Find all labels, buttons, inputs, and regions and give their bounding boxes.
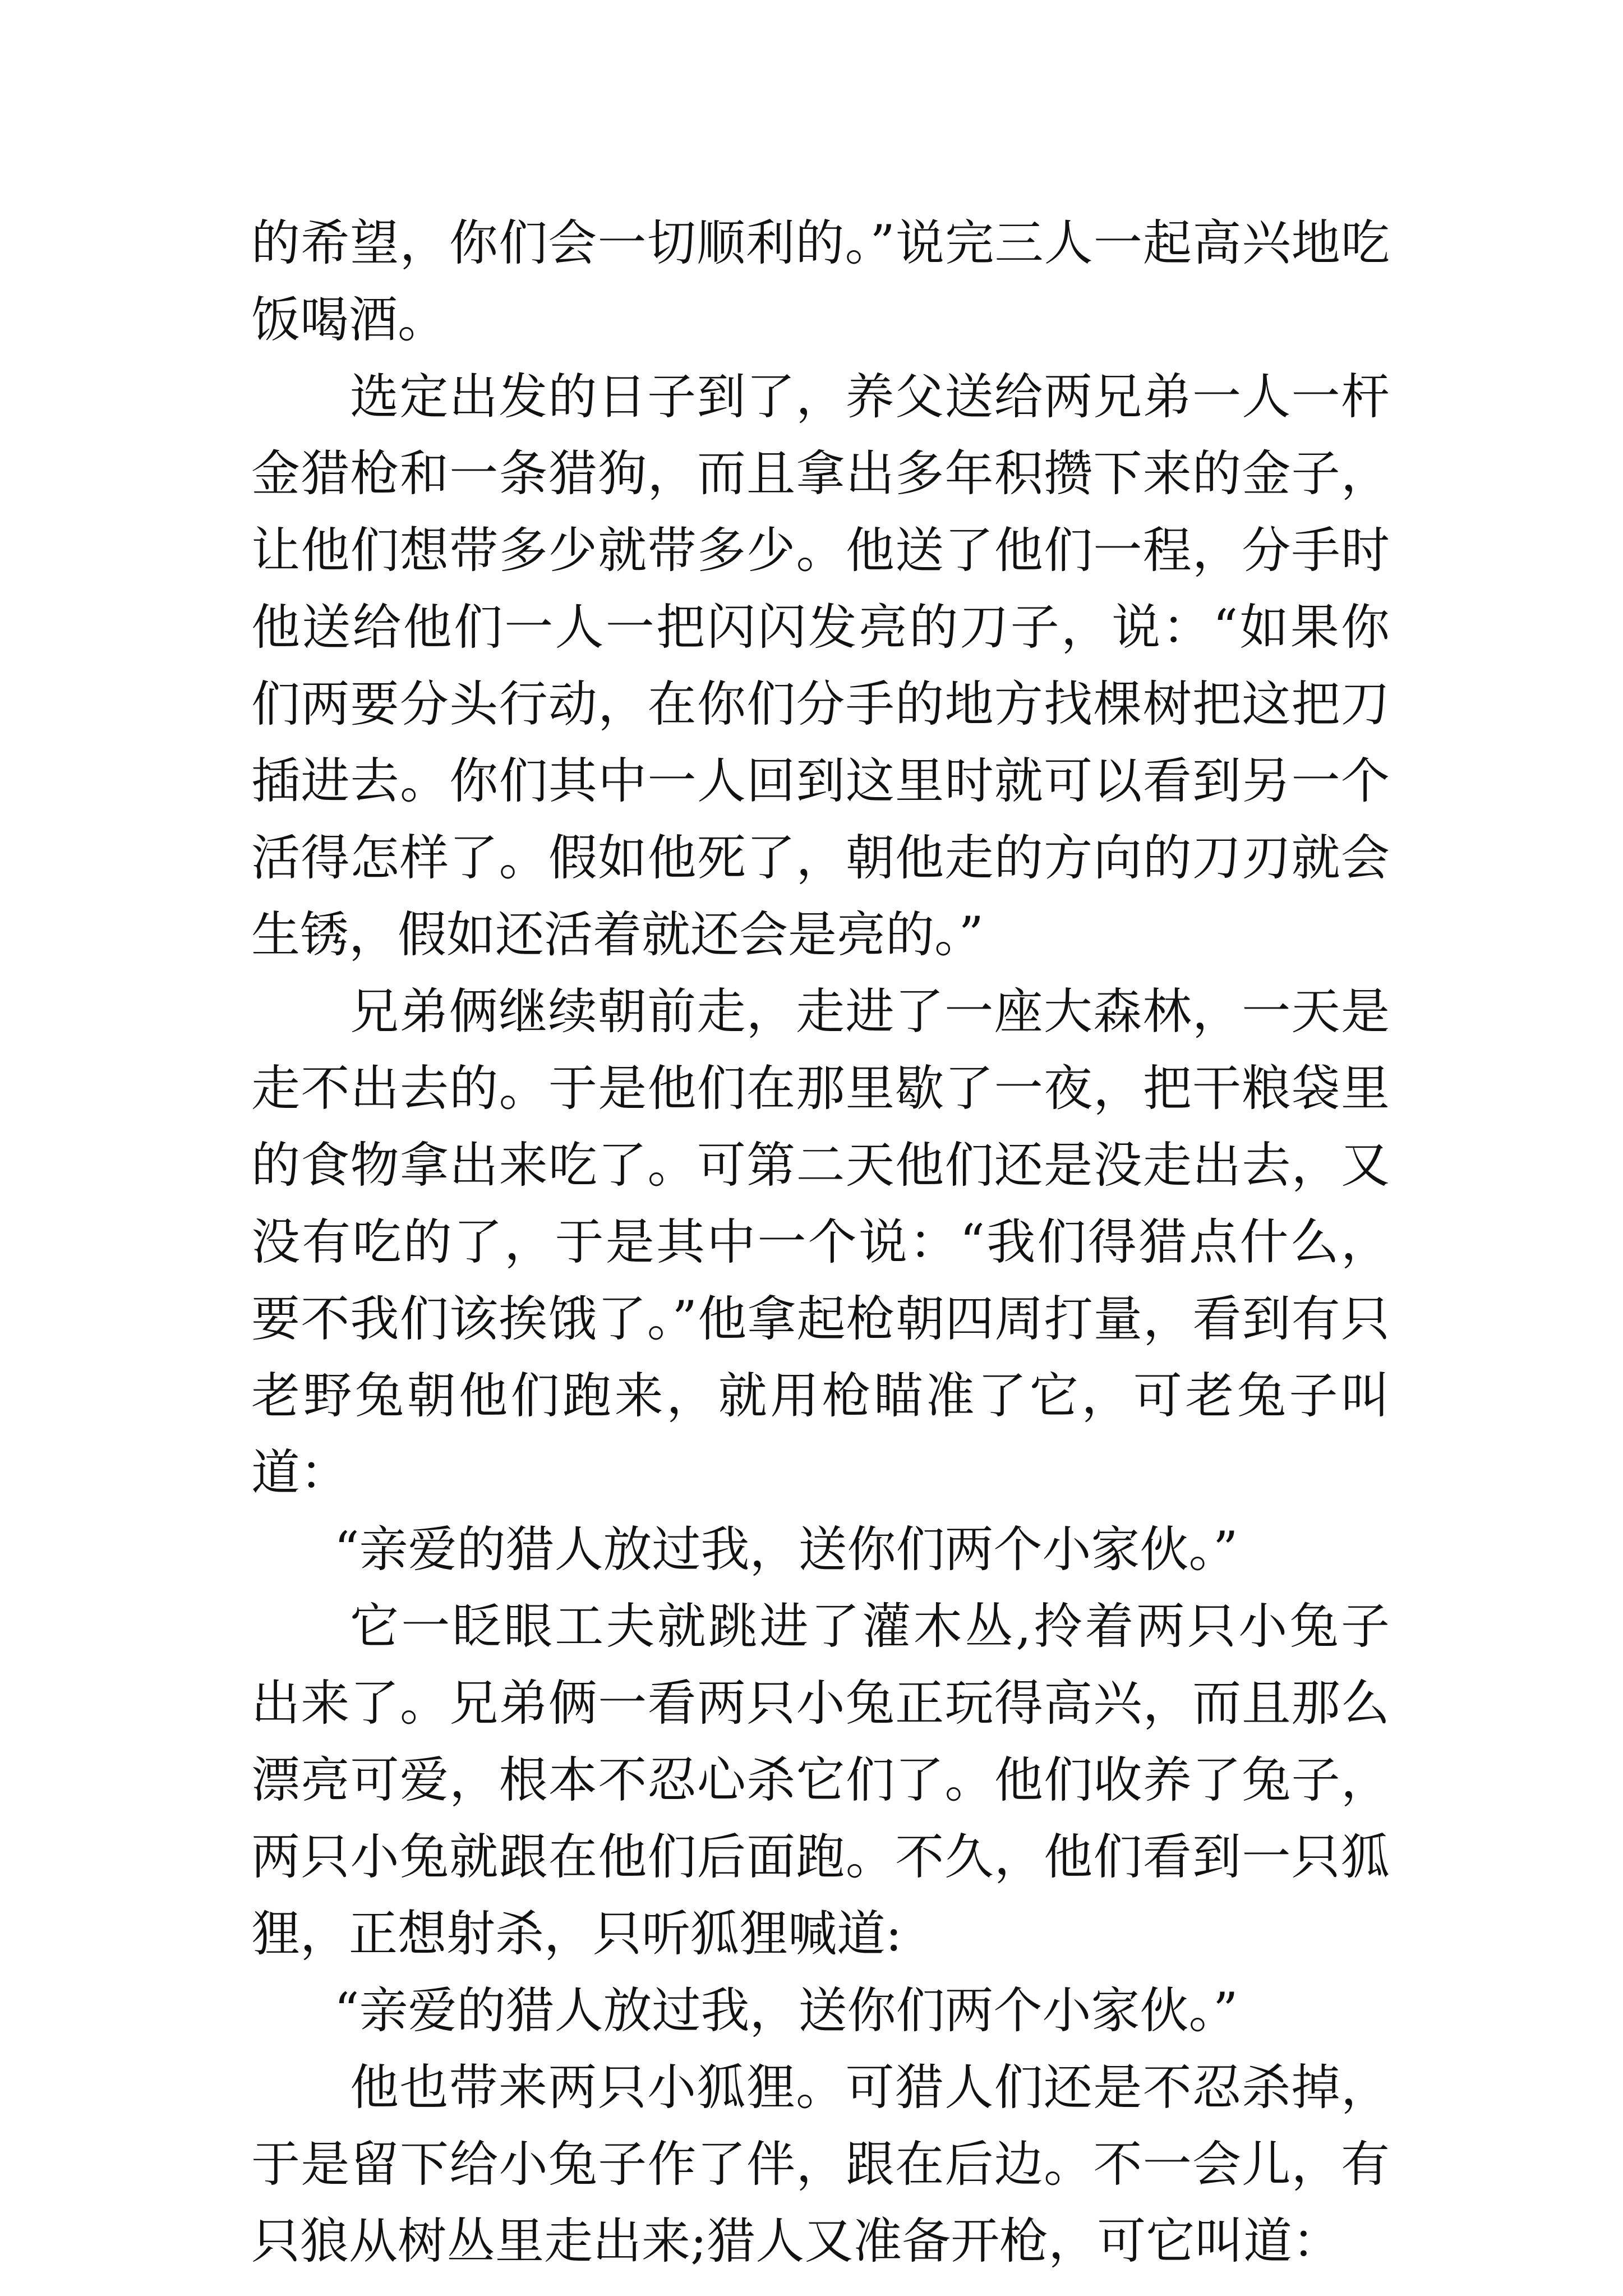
paragraph-1: 的希望，你们会一切顺利的。”说完三人一起高兴地吃饭喝酒。 [251, 214, 1390, 348]
story-text [251, 205, 1390, 2280]
paragraph-2: 选定出发的日子到了，养父送给两兄弟一人一杆金猎枪和一条猎狗，而且拿出多年积攒下来的金子，让他们想带多少就带多少。他送了他们一程，分手时他送给他们一人一把闪闪发亮的刀子，说：“如果你们两要分头行动，在你们分手的地方找棵树把这把刀插进去。你们其中一人回到这里时就可以看到另一个活得怎样了。假如他死了，朝他走的方向的刀刃就会生锈，假如还活着就还会是亮的。” [251, 368, 1390, 963]
quote-hare: “亲爱的猎人放过我，送你们两个小家伙。” [334, 1521, 1238, 1578]
paragraph-3: 兄弟俩继续朝前走，走进了一座大森林，一天是走不出去的。于是他们在那里歇了一夜，把干粮袋里的食物拿出来吃了。可第二天他们还是没走出去，又没有吃的了，于是其中一个说：“我们得猎点什么，要不我们该挨饿了。”他拿起枪朝四周打量，看到有只老野兔朝他们跑来，就用枪瞄准了它，可老兔子叫道： [251, 983, 1390, 1501]
quote-fox: “亲爱的猎人放过我，送你们两个小家伙。” [334, 1982, 1238, 2039]
paragraph-4: 它一眨眼工夫就跳进了灌木丛,拎着两只小兔子出来了。兄弟俩一看两只小兔正玩得高兴，而且那么漂亮可爱，根本不忍心杀它们了。他们收养了兔子，两只小兔就跟在他们后面跑。不久，他们看到一只狐狸，正想射杀，只听狐狸喊道: [251, 1598, 1390, 1962]
paragraph-5: 他也带来两只小狐狸。可猎人们还是不忍杀掉，于是留下给小兔子作了伴，跟在后边。不一会儿，有只狼从树丛里走出来;猎人又准备开枪，可它叫道： [251, 2059, 1390, 2270]
